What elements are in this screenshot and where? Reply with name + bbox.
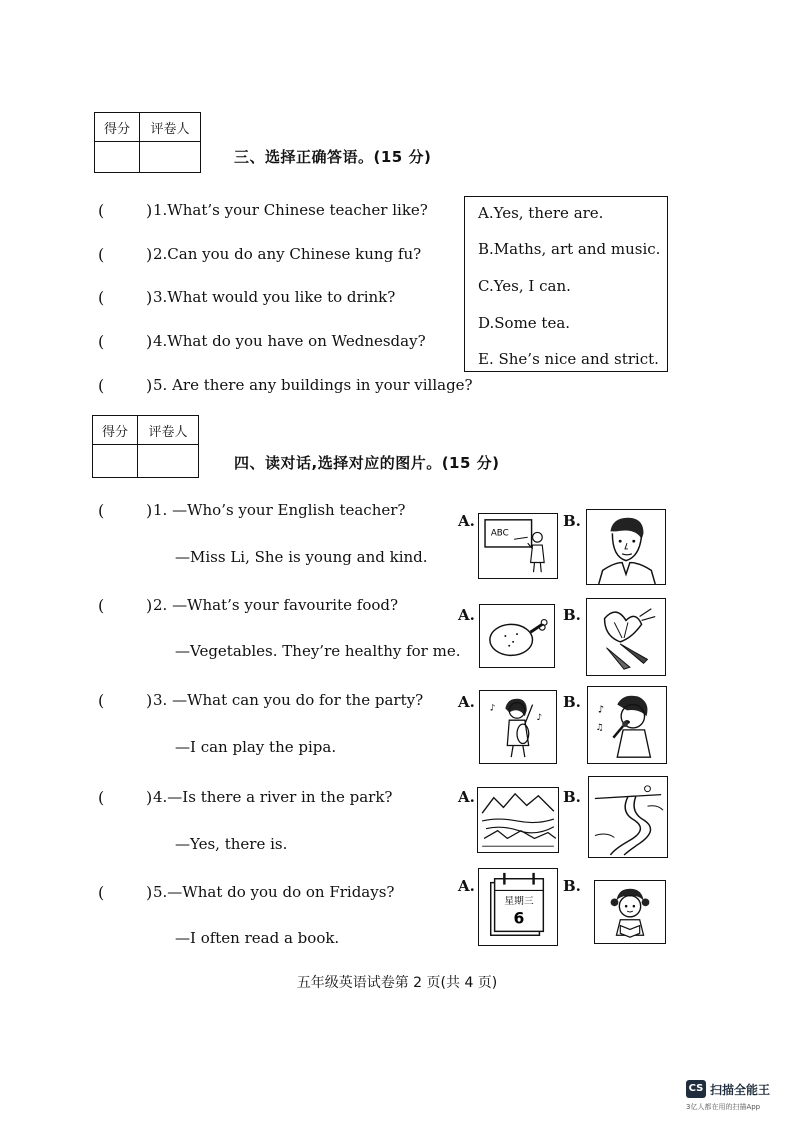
answer-paren-open: ( xyxy=(98,201,105,220)
vegetables-image xyxy=(586,598,666,676)
option-e: E. She’s nice and strict. xyxy=(478,350,659,368)
answer-paren-open: ( xyxy=(98,596,105,615)
answer-options-box xyxy=(464,196,668,372)
choice-b-label: B. xyxy=(563,606,581,624)
answer-paren-close: ) xyxy=(146,245,153,264)
camscanner-logo-icon: CS xyxy=(686,1080,706,1098)
answer-paren-open: ( xyxy=(98,691,105,710)
option-d: D.Some tea. xyxy=(478,314,571,332)
option-c: C.Yes, I can. xyxy=(478,277,571,295)
answer-paren-close: ) xyxy=(146,691,153,710)
calendar-image xyxy=(478,868,558,946)
man-portrait-image xyxy=(586,509,666,585)
svg-text:♪: ♪ xyxy=(597,704,604,716)
dialog-question: 5.—What do you do on Fridays? xyxy=(153,883,395,901)
question-text: 3.What would you like to drink? xyxy=(153,288,396,306)
dialog-question: 2. —What’s your favourite food? xyxy=(153,596,399,614)
score-box-section4 xyxy=(92,415,199,478)
blackboard-text: ABC xyxy=(490,528,509,539)
answer-paren-open: ( xyxy=(98,883,105,902)
score-cell xyxy=(95,142,140,173)
grader-label: 评卷人 xyxy=(138,416,199,445)
answer-paren-open: ( xyxy=(98,788,105,807)
score-box-section3 xyxy=(94,112,201,173)
mountains-lake-image xyxy=(477,787,559,853)
answer-paren-open: ( xyxy=(98,501,105,520)
answer-paren-close: ) xyxy=(146,788,153,807)
river-image xyxy=(588,776,668,858)
girl-playing-pipa-image xyxy=(479,690,557,764)
girl-reading-image xyxy=(594,880,666,944)
dialog-answer: —Vegetables. They’re healthy for me. xyxy=(175,642,461,660)
dialog-answer: —Yes, there is. xyxy=(175,835,288,853)
grader-cell xyxy=(140,142,201,173)
answer-paren-open: ( xyxy=(98,288,105,307)
grader-cell xyxy=(138,445,199,478)
option-a: A.Yes, there are. xyxy=(478,204,604,222)
choice-b-label: B. xyxy=(563,512,581,530)
question-text: 2.Can you do any Chinese kung fu? xyxy=(153,245,422,263)
boy-singing-image xyxy=(587,686,667,764)
calendar-weekday: 星期三 xyxy=(504,896,534,908)
brand-tagline: 3亿人都在用的扫描App xyxy=(686,1103,761,1111)
choice-b-label: B. xyxy=(563,877,581,895)
answer-paren-close: ) xyxy=(146,376,153,395)
grader-label: 评卷人 xyxy=(140,113,201,142)
answer-paren-open: ( xyxy=(98,332,105,351)
svg-text:♫: ♫ xyxy=(595,722,604,733)
score-label: 得分 xyxy=(95,113,140,142)
dialog-question: 1. —Who’s your English teacher? xyxy=(153,501,406,519)
choice-b-label: B. xyxy=(563,788,581,806)
answer-paren-close: ) xyxy=(146,288,153,307)
answer-paren-close: ) xyxy=(146,332,153,351)
dialog-answer: —Miss Li, She is young and kind. xyxy=(175,548,428,566)
teacher-at-blackboard-image xyxy=(478,513,558,579)
choice-b-label: B. xyxy=(563,693,581,711)
question-text: 4.What do you have on Wednesday? xyxy=(153,332,426,350)
choice-a-label: A. xyxy=(458,877,475,895)
answer-paren-close: ) xyxy=(146,883,153,902)
score-cell xyxy=(93,445,138,478)
svg-text:♪: ♪ xyxy=(536,713,543,724)
option-b: B.Maths, art and music. xyxy=(478,240,661,258)
answer-paren-open: ( xyxy=(98,376,105,395)
dialog-answer: —I often read a book. xyxy=(175,929,340,947)
question-text: 1.What’s your Chinese teacher like? xyxy=(153,201,428,219)
answer-paren-open: ( xyxy=(98,245,105,264)
answer-paren-close: ) xyxy=(146,201,153,220)
section4-title: 四、读对话,选择对应的图片。(15 分) xyxy=(234,454,500,472)
score-label: 得分 xyxy=(93,416,138,445)
answer-paren-close: ) xyxy=(146,501,153,520)
question-text: 5. Are there any buildings in your village? xyxy=(153,376,473,394)
choice-a-label: A. xyxy=(458,606,475,624)
roast-chicken-leg-image xyxy=(479,604,555,668)
brand-name: 扫描全能王 xyxy=(710,1083,771,1097)
dialog-question: 3. —What can you do for the party? xyxy=(153,691,424,709)
svg-text:♪: ♪ xyxy=(489,703,496,714)
choice-a-label: A. xyxy=(458,512,475,530)
section3-title: 三、选择正确答语。(15 分) xyxy=(234,148,432,166)
dialog-question: 4.—Is there a river in the park? xyxy=(153,788,393,806)
page-footer: 五年级英语试卷第 2 页(共 4 页) xyxy=(296,975,498,991)
choice-a-label: A. xyxy=(458,693,475,711)
calendar-day: 6 xyxy=(513,909,525,928)
dialog-answer: —I can play the pipa. xyxy=(175,738,337,756)
choice-a-label: A. xyxy=(458,788,475,806)
answer-paren-close: ) xyxy=(146,596,153,615)
